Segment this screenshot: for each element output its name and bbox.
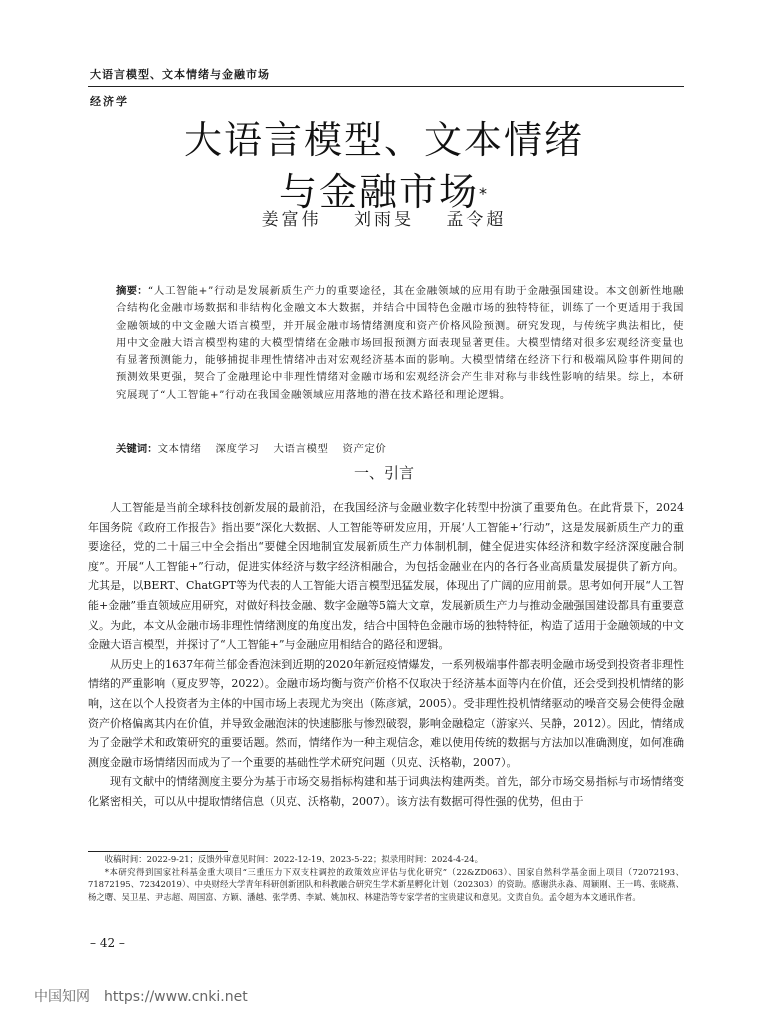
- body-paragraph: 从历史上的1637年荷兰郁金香泡沫到近期的2020年新冠疫情爆发，一系列极端事件都表明金融市场受到投资者非理性情绪的严重影响（夏皮罗等，2022）。金融市场均衡与资产价格不仅取决于经济基本面等内在价值，还会受到投机情绪的影响，这在以个人投资者为主体的中国市场上表现尤为突出（陈彦斌，2005）。受非理性投机情绪驱动的噪音交易会使得金融资产价格偏离其内在价值，并导致金融泡沫的快速膨胀与惨烈破裂，影响金融稳定（游家兴、吴静，2012）。因此，情绪成为了金融学术和政策研究的重要话题。然而，情绪作为一种主观信念，难以使用传统的数据与方法加以准确测度，如何准确测度金融市场情绪因而成为了一个重要的基础性学术研究问题（贝克、沃格勒，2007）。: [88, 657, 684, 769]
- footnote-funding: *本研究得到国家社科基金重大项目“三重压力下双支柱调控的政策效应评估与优化研究”（22&ZD063）、国家自然科学基金面上项目（72072193、71872195、72342019）、中央财经大学青年科研创新团队和科教融合研究生学术新星孵化计划（202303）的资助。感谢洪永淼、周颖刚、王一鸣、张晓燕、杨之曙、吴卫星、尹志超、周国富、方颖、潘越、张学勇、李斌、姚加权、林建浩等专家学者的宝贵建议和意见。文责自负。孟令超为本文通讯作者。: [88, 866, 684, 902]
- author-list: [0, 205, 768, 230]
- body-paragraph: 现有文献中的情绪测度主要分为基于市场交易指标构建和基于词典法构建两类。首先，部分市场交易指标与市场情绪变化紧密相关，可以从中提取情绪信息（贝克、沃格勒，2007）。该方法有数据可得性强的优势，但由于: [88, 775, 684, 808]
- title-line-2-text: 与金融市场: [278, 170, 479, 214]
- body-paragraph: 人工智能是当前全球科技创新发展的最前沿，在我国经济与金融业数字化转型中扮演了重要角色。在此背景下，2024年国务院《政府工作报告》指出要“深化大数据、人工智能等研发应用，开展‘人工智能+’行动”，这是发展新质生产力的重要途径，党的二十届三中全会指出“要健全因地制宜发展新质生产力体制机制，健全促进实体经济和数字经济深度融合制度”。开展“人工智能+”行动，促进实体经济与数字经济相融合，为包括金融业在内的各行各业高质量发展提供了新方向。尤其是，以BERT、ChatGPT等为代表的人工智能大语言模型迅猛发展，体现出了广阔的应用前景。思考如何开展“人工智能+金融”垂直领域应用研究，对做好科技金融、数字金融等5篇大文章，发展新质生产力与推动金融强国建设都具有重要意义。为此，本文从金融市场非理性情绪测度的角度出发，结合中国特色金融市场的独特特征，构造了适用于金融领域的中文金融大语言模型，并探讨了“人工智能+”与金融应用相结合的路径和逻辑。: [88, 501, 684, 652]
- keywords: [116, 440, 684, 455]
- keyword: 大语言模型: [273, 443, 329, 455]
- footnote-divider: [88, 851, 228, 852]
- keyword: 资产定价: [342, 443, 387, 455]
- watermark-brand: 中国知网: [34, 989, 90, 1005]
- author-name: 刘雨旻: [354, 210, 414, 230]
- author-name: 姜富伟: [261, 210, 322, 230]
- watermark-url: https://www.cnki.net: [104, 989, 248, 1005]
- keywords-label: 关键词：: [116, 443, 158, 455]
- abstract: [116, 283, 684, 404]
- title-footnote-mark: *: [479, 184, 489, 203]
- footnotes: [88, 853, 684, 903]
- page-number: – 42 –: [90, 936, 125, 950]
- author-name: 孟令超: [446, 210, 507, 230]
- keyword: 文本情绪: [157, 443, 202, 455]
- watermark: [34, 986, 248, 1006]
- abstract-label: 摘要：: [116, 285, 148, 297]
- body-text: [88, 498, 684, 812]
- keyword: 深度学习: [215, 443, 260, 455]
- abstract-text: “人工智能+”行动是发展新质生产力的重要途径，其在金融领域的应用有助于金融强国建设。本文创新性地融合结构化金融市场数据和非结构化金融文本大数据，并结合中国特色金融市场的独特特征，训练了一个更适用于我国金融领域的中文金融大语言模型，并开展金融市场情绪测度和资产价格风险预测。研究发现，与传统字典法相比，使用中文金融大语言模型构建的大模型情绪在金融市场回报预测方面表现显著更佳。大模型情绪对很多宏观经济变量也有显著预测能力，能够捕捉非理性情绪冲击对宏观经济基本面的影响。大模型情绪在经济下行和极端风险事件期间的预测效果更强，契合了金融理论中非理性情绪对金融市场和宏观经济会产生非对称与非线性影响的结果。综上，本研究展现了“人工智能+”行动在我国金融领域应用落地的潜在技术路径和理论逻辑。: [116, 285, 684, 401]
- running-title: 大语言模型、文本情绪与金融市场: [90, 68, 270, 81]
- title-line-1: 大语言模型、文本情绪: [183, 118, 584, 162]
- article-title: [0, 114, 768, 218]
- footnote-received-dates: 收稿时间：2022-9-21；反馈外审意见时间：2022-12-19、2023-5-22；拟录用时间：2024-4-24。: [104, 854, 483, 864]
- section-tag: 经济学: [90, 95, 129, 108]
- header-divider: [88, 86, 684, 87]
- section-heading: 一、引言: [353, 464, 414, 482]
